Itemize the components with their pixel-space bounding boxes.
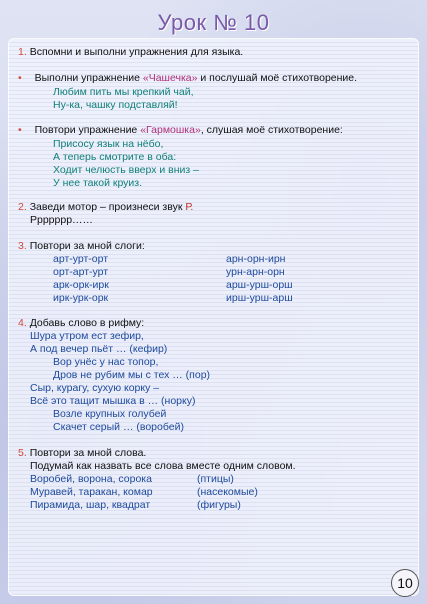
- word-group-answer: (насекомые): [197, 486, 258, 498]
- task-1b: [18, 124, 343, 137]
- page-number-badge: 10: [391, 569, 419, 597]
- task-number: 4.: [18, 317, 27, 329]
- rhyme-line: Всё это тащит мышка в … (норку): [30, 395, 196, 407]
- poem-line: У нее такой круиз.: [53, 177, 143, 189]
- task-number: 5.: [18, 447, 27, 459]
- rhyme-line: Скачет серый … (воробей): [53, 421, 184, 433]
- bullet-icon: •: [18, 124, 22, 136]
- task-5-subtitle: Подумай как назвать все слова вместе одним словом.: [30, 460, 296, 472]
- sound-letter: Р.: [185, 201, 194, 213]
- syllables-left: орт-арт-урт: [53, 266, 109, 278]
- task-text: Повтори за мной слоги:: [29, 240, 145, 252]
- syllables-left: арк-орк-ирк: [53, 279, 109, 291]
- sound-line: Ррррррр……: [30, 214, 94, 226]
- bullet-icon: •: [18, 72, 22, 84]
- rhyme-line: Возле крупных голубей: [53, 408, 167, 420]
- poem-line: Ходит челюсть вверх и вниз –: [53, 164, 199, 176]
- task-text-pre: Выполни упражнение: [34, 72, 143, 84]
- task-number: 2.: [18, 201, 27, 213]
- word-group-answer: (птицы): [197, 473, 234, 485]
- task-1: [18, 46, 243, 59]
- syllables-right: арш-урш-орш: [226, 279, 293, 291]
- task-2: [18, 201, 193, 214]
- syllables-left: ирк-урк-орк: [53, 292, 109, 304]
- poem-line: Любим пить мы крепкий чай,: [53, 86, 194, 98]
- exercise-name: «Гармошка»: [140, 124, 201, 136]
- task-text: Вспомни и выполни упражнения для языка.: [29, 46, 244, 58]
- task-text: Повтори за мной слова.: [29, 447, 147, 459]
- poem-line: Присосу язык на нёбо,: [53, 138, 164, 150]
- rhyme-line: Шура утром ест зефир,: [30, 330, 144, 342]
- task-number: 1.: [18, 46, 27, 58]
- task-text-post: , слушая моё стихотворение:: [200, 124, 343, 136]
- exercise-name: «Чашечка»: [142, 72, 198, 84]
- rhyme-line: Сыр, курагу, сухую корку –: [30, 382, 160, 394]
- syllables-left: арт-урт-орт: [53, 253, 109, 265]
- poem-line: А теперь смотрите в оба:: [53, 151, 177, 163]
- task-text: Добавь слово в рифму:: [29, 317, 145, 329]
- task-text: Заведи мотор – произнеси звук: [29, 201, 186, 213]
- poem-line: Ну-ка, чашку подставляй!: [53, 99, 178, 111]
- task-5: [18, 447, 146, 460]
- syllables-right: ирш-урш-арш: [226, 292, 293, 304]
- syllables-right: урн-арн-орн: [226, 266, 285, 278]
- rhyme-line: Вор унёс у нас топор,: [53, 356, 159, 368]
- task-text-pre: Повтори упражнение: [34, 124, 141, 136]
- task-3: [18, 240, 145, 253]
- word-group-words: Воробей, ворона, сорока: [30, 473, 152, 485]
- task-text-post: и послушай моё стихотворение.: [197, 72, 358, 84]
- word-group-words: Пирамида, шар, квадрат: [30, 499, 151, 511]
- task-4: [18, 317, 144, 330]
- word-group-answer: (фигуры): [197, 499, 241, 511]
- syllables-right: арн-орн-ирн: [226, 253, 286, 265]
- task-number: 3.: [18, 240, 27, 252]
- rhyme-line: Дров не рубим мы с тех … (пор): [53, 369, 211, 381]
- page-title: Урок № 10: [157, 10, 270, 35]
- word-group-words: Муравей, таракан, комар: [30, 486, 153, 498]
- rhyme-line: А под вечер пьёт … (кефир): [30, 343, 168, 355]
- task-1a: [18, 72, 357, 85]
